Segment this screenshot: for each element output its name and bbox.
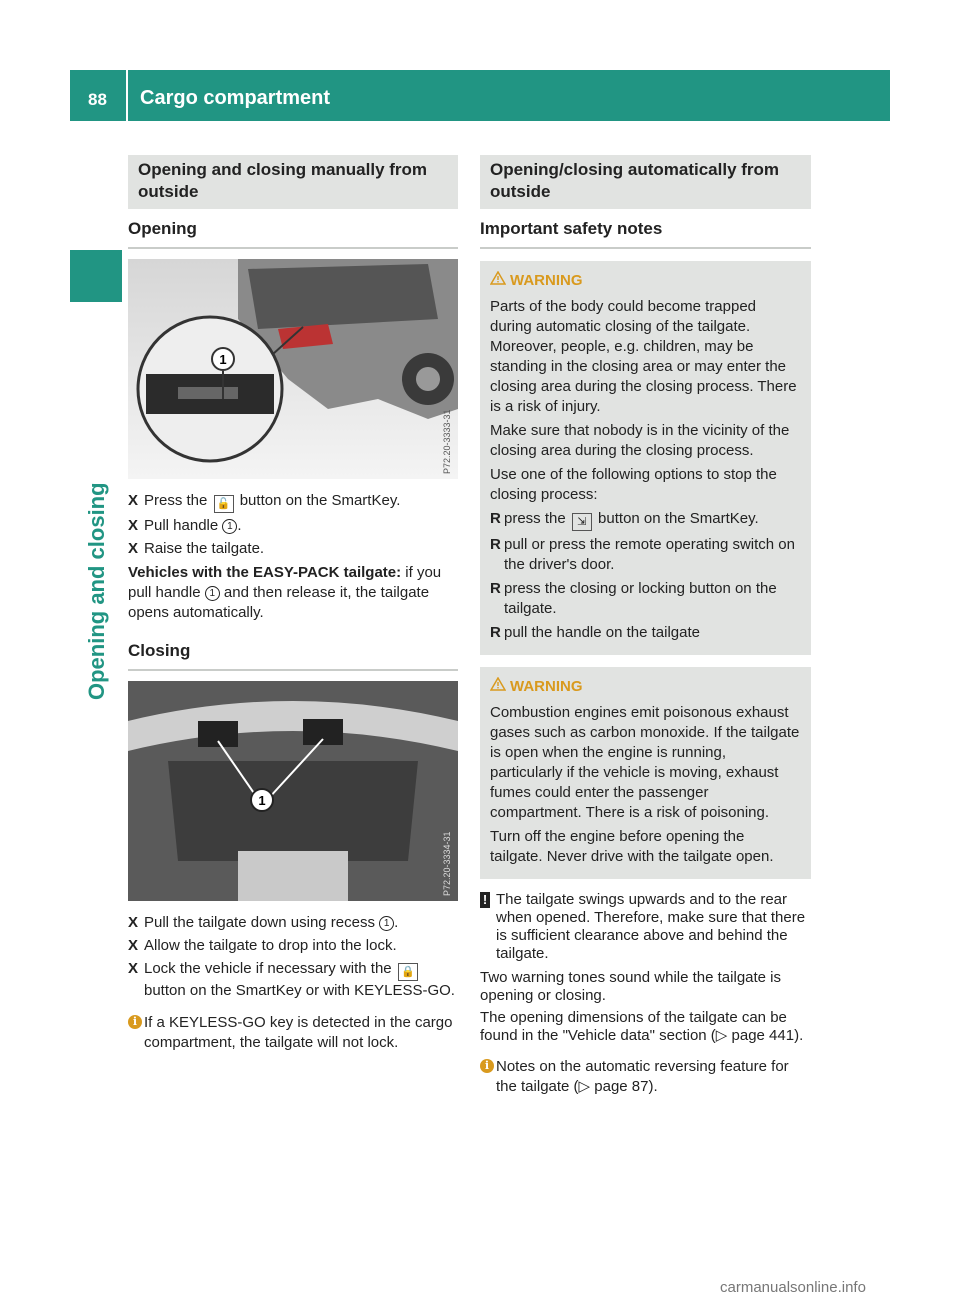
step-text-post: button on the SmartKey. xyxy=(598,510,759,527)
bullet-item xyxy=(490,509,801,531)
warning1-p3: Use one of the following options to stop the closing process: xyxy=(490,466,777,503)
step-text: Pull the tailgate down using recess xyxy=(144,914,375,931)
step-text: Raise the tailgate. xyxy=(144,540,265,557)
callout-1: 1 xyxy=(222,519,237,534)
bullet-item xyxy=(490,579,801,619)
step-arrow-icon: X xyxy=(128,914,139,931)
step-text: press the xyxy=(504,510,566,527)
exclamation-icon: ! xyxy=(480,892,490,908)
callout-1: 1 xyxy=(379,916,394,931)
info-icon: i xyxy=(480,1059,494,1073)
warning-triangle-icon xyxy=(490,271,506,291)
step-text-post: button on the SmartKey or with KEYLESS-GO. xyxy=(144,982,455,999)
reversing-info xyxy=(480,1057,811,1097)
step-arrow-icon: X xyxy=(128,517,139,534)
step-arrow-icon: X xyxy=(128,937,139,954)
opening-illustration xyxy=(128,259,458,479)
keyless-info xyxy=(128,1013,458,1053)
clearance-notice xyxy=(480,891,811,963)
svg-text:1: 1 xyxy=(219,352,227,367)
tailgate-icon: ⇲ xyxy=(572,513,592,531)
warning-title-1 xyxy=(490,271,801,291)
closing-illustration xyxy=(128,681,458,901)
section-title: Cargo compartment xyxy=(140,87,331,109)
svg-text:1: 1 xyxy=(258,793,266,808)
step-text: Pull handle xyxy=(144,517,219,534)
closing-steps xyxy=(128,913,458,1001)
step-text-post: button on the SmartKey. xyxy=(239,492,401,509)
warning-title-2 xyxy=(490,677,801,697)
closing-image-code: P72.20-3334-31 xyxy=(442,831,452,896)
step-text: Allow the tailgate to drop into the lock. xyxy=(144,937,397,954)
instruction-step xyxy=(128,539,458,559)
instruction-step xyxy=(128,936,458,956)
dimensions-paragraph: The opening dimensions of the tailgate can be found in the "Vehicle data" section (▷ page 441). xyxy=(480,1009,804,1044)
tones-paragraph: Two warning tones sound while the tailgate is opening or closing. xyxy=(480,969,782,1004)
warning-box-1 xyxy=(480,261,811,655)
step-text: press the closing or locking button on the tailgate. xyxy=(504,580,777,617)
warning1-p1: Parts of the body could become trapped during automatic closing of the tailgate. Moreover, people, e.g. children, may be standing in the closing area or may enter the closing area during the closing process. There is a risk of injury. xyxy=(490,298,797,415)
warning-box-2 xyxy=(480,667,811,879)
opening-steps xyxy=(128,491,458,559)
warning1-p2: Make sure that nobody is in the vicinity of the closing area during the closing process. xyxy=(490,422,790,459)
instruction-step xyxy=(128,913,458,933)
left-column xyxy=(128,155,458,1053)
step-text: pull or press the remote operating switch on the driver's door. xyxy=(504,536,795,573)
right-heading: Opening/closing automatically from outside xyxy=(480,155,811,209)
easy-pack-text-a: if you pull handle xyxy=(128,564,442,601)
instruction-step xyxy=(128,516,458,536)
header-divider xyxy=(126,70,128,121)
step-text-post: . xyxy=(237,517,242,534)
unlock-icon: 🔓 xyxy=(214,495,234,513)
step-arrow-icon: X xyxy=(128,492,139,509)
warning2-p2: Turn off the engine before opening the tailgate. Never drive with the tailgate open. xyxy=(490,828,774,865)
page-number: 88 xyxy=(88,90,107,109)
step-text: Press the xyxy=(144,492,208,509)
page-header xyxy=(70,70,890,121)
easy-pack-text-b: and then release it, the tailgate opens automatically. xyxy=(128,584,430,621)
info-icon: i xyxy=(128,1015,142,1029)
bullet-item xyxy=(490,535,801,575)
side-tab-label: Opening and closing xyxy=(84,482,109,700)
warning-label-1: WARNING xyxy=(510,272,583,289)
keyless-info-text: If a KEYLESS-GO key is detected in the cargo compartment, the tailgate will not lock. xyxy=(144,1014,453,1051)
easy-pack-note xyxy=(128,563,458,623)
safety-title: Important safety notes xyxy=(480,219,811,249)
watermark: carmanualsonline.info xyxy=(720,1279,866,1296)
step-text: Lock the vehicle if necessary with the xyxy=(144,960,392,977)
step-text-post: . xyxy=(394,914,399,931)
opening-image-code: P72.20-3333-31 xyxy=(442,409,452,474)
step-arrow-icon: X xyxy=(128,540,139,557)
warning-triangle-icon xyxy=(490,677,506,697)
bullet-marker: R xyxy=(490,510,501,527)
lock-icon: 🔒 xyxy=(398,963,418,981)
bullet-item xyxy=(490,623,801,643)
step-text: pull the handle on the tailgate xyxy=(504,624,700,641)
closing-title: Closing xyxy=(128,641,458,671)
bullet-marker: R xyxy=(490,624,501,641)
clearance-notice-text: The tailgate swings upwards and to the rear when opened. Therefore, make sure that there is sufficient clearance above and behind the tailgate. xyxy=(496,891,806,962)
bullet-marker: R xyxy=(490,580,501,597)
opening-title: Opening xyxy=(128,219,458,249)
warning2-p1: Combustion engines emit poisonous exhaust gases such as carbon monoxide. If the tailgate is open when the engine is running, particularly if the vehicle is moving, exhaust fumes could enter the passenger compartment. There is a risk of poisoning. xyxy=(490,704,800,821)
warning1-bullets xyxy=(490,509,801,643)
side-tab-marker xyxy=(70,250,122,302)
bullet-marker: R xyxy=(490,536,501,553)
callout-1: 1 xyxy=(205,586,220,601)
reversing-info-text: Notes on the automatic reversing feature for the tailgate (▷ page 87). xyxy=(496,1058,789,1095)
left-heading: Opening and closing manually from outside xyxy=(128,155,458,209)
warning-label-2: WARNING xyxy=(510,678,583,695)
instruction-step xyxy=(128,491,458,513)
right-column xyxy=(480,155,811,1097)
step-arrow-icon: X xyxy=(128,960,139,977)
instruction-step xyxy=(128,959,458,1001)
easy-pack-label: Vehicles with the EASY-PACK tailgate: xyxy=(128,564,402,581)
